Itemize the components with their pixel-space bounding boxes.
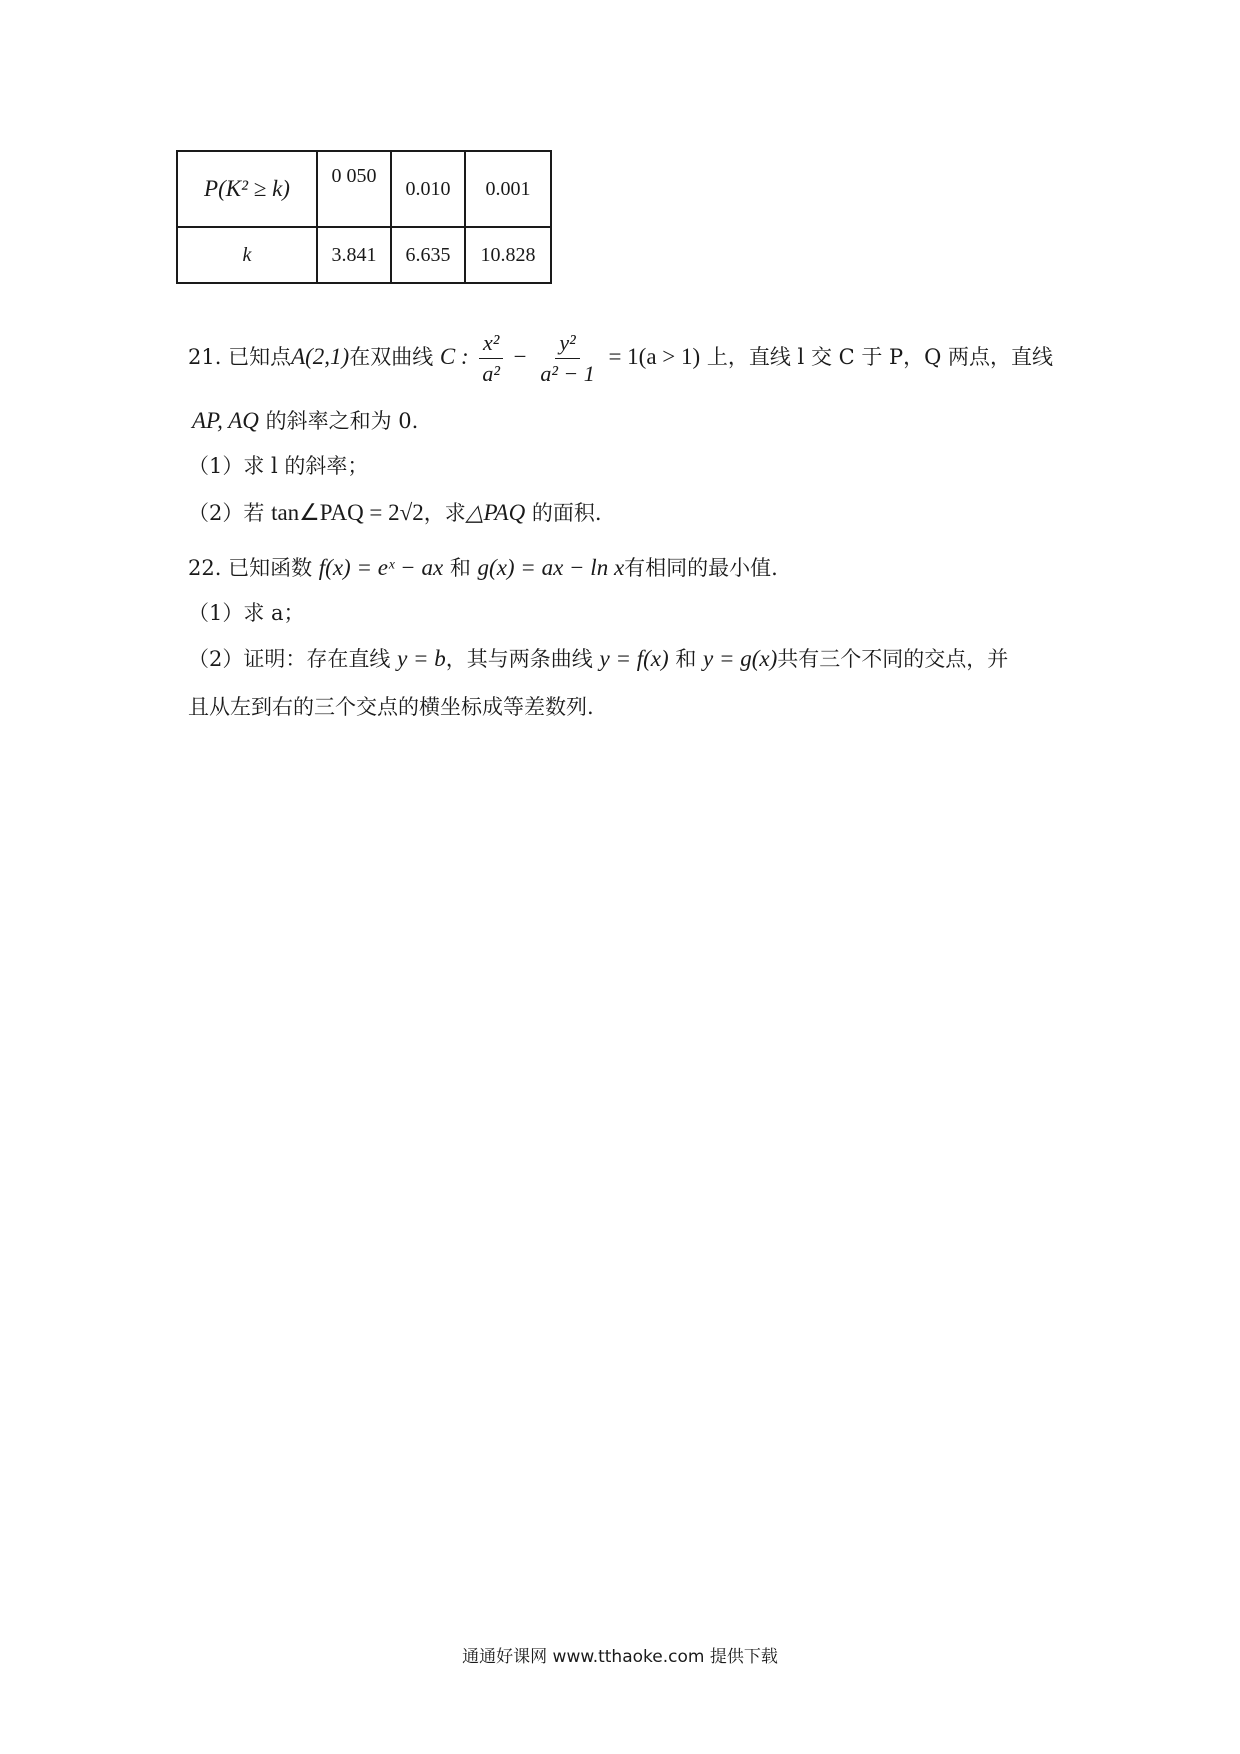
table-cell: 0 050	[317, 151, 391, 227]
q21-line2: AP, AQ 的斜率之和为 0.	[192, 408, 419, 433]
q22-part2: （2）证明：存在直线 y = b，其与两条曲线 y = f(x) 和 y = g(x)共有三个不同的交点，并	[188, 646, 1009, 671]
footer-text: 通通好课网 www.tthaoke.com 提供下载	[462, 1647, 778, 1667]
point-a: A(2,1)	[291, 344, 350, 369]
q21-part2: （2）若 tan∠PAQ = 2√2，求△PAQ 的面积.	[188, 500, 602, 525]
fraction-x: $\frac{\text{x²}}{\text{a²}}$	[478, 330, 504, 387]
table-row-label: k	[177, 227, 317, 283]
q22-number: 22.	[188, 556, 222, 580]
table-cell: 10.828	[465, 227, 551, 283]
q21-line1: 21. 已知点A(2,1)在双曲线 C : $\frac{\text{x²}}{\text{a²}}$ − $\frac{\text{y²}}{\text{a² − 1}}$ = 1(a > 1) 上，直线 l 交 C 于 P，Q 两点，直线	[188, 330, 1054, 386]
curve-name: C :	[439, 344, 469, 369]
q21-number: 21.	[188, 345, 222, 369]
q21-part1: （1）求 l 的斜率；	[188, 454, 369, 478]
table-row	[177, 227, 551, 283]
table-row	[177, 151, 551, 227]
g-definition: g(x) = ax − ln x	[477, 555, 625, 580]
header-formula: P(K² ≥ k)	[204, 176, 290, 201]
table-cell: 0.001	[465, 151, 551, 227]
f-definition: f(x) = eˣ − ax	[318, 555, 444, 580]
table-header-cell	[177, 151, 317, 227]
table-cell: 6.635	[391, 227, 465, 283]
table-cell: 0.010	[391, 151, 465, 227]
fraction-y: $\frac{\text{y²}}{\text{a² − 1}}$	[540, 330, 595, 386]
critical-value-table	[176, 150, 552, 284]
q22-part2-cont: 且从左到右的三个交点的横坐标成等差数列.	[188, 695, 594, 719]
q22-line1: 22. 已知函数 f(x) = eˣ − ax 和 g(x) = ax − ln x有相同的最小值.	[188, 555, 778, 580]
equation-rhs: = 1(a > 1)	[608, 344, 701, 369]
table-cell: 3.841	[317, 227, 391, 283]
q22-part1: （1）求 a；	[188, 601, 305, 625]
